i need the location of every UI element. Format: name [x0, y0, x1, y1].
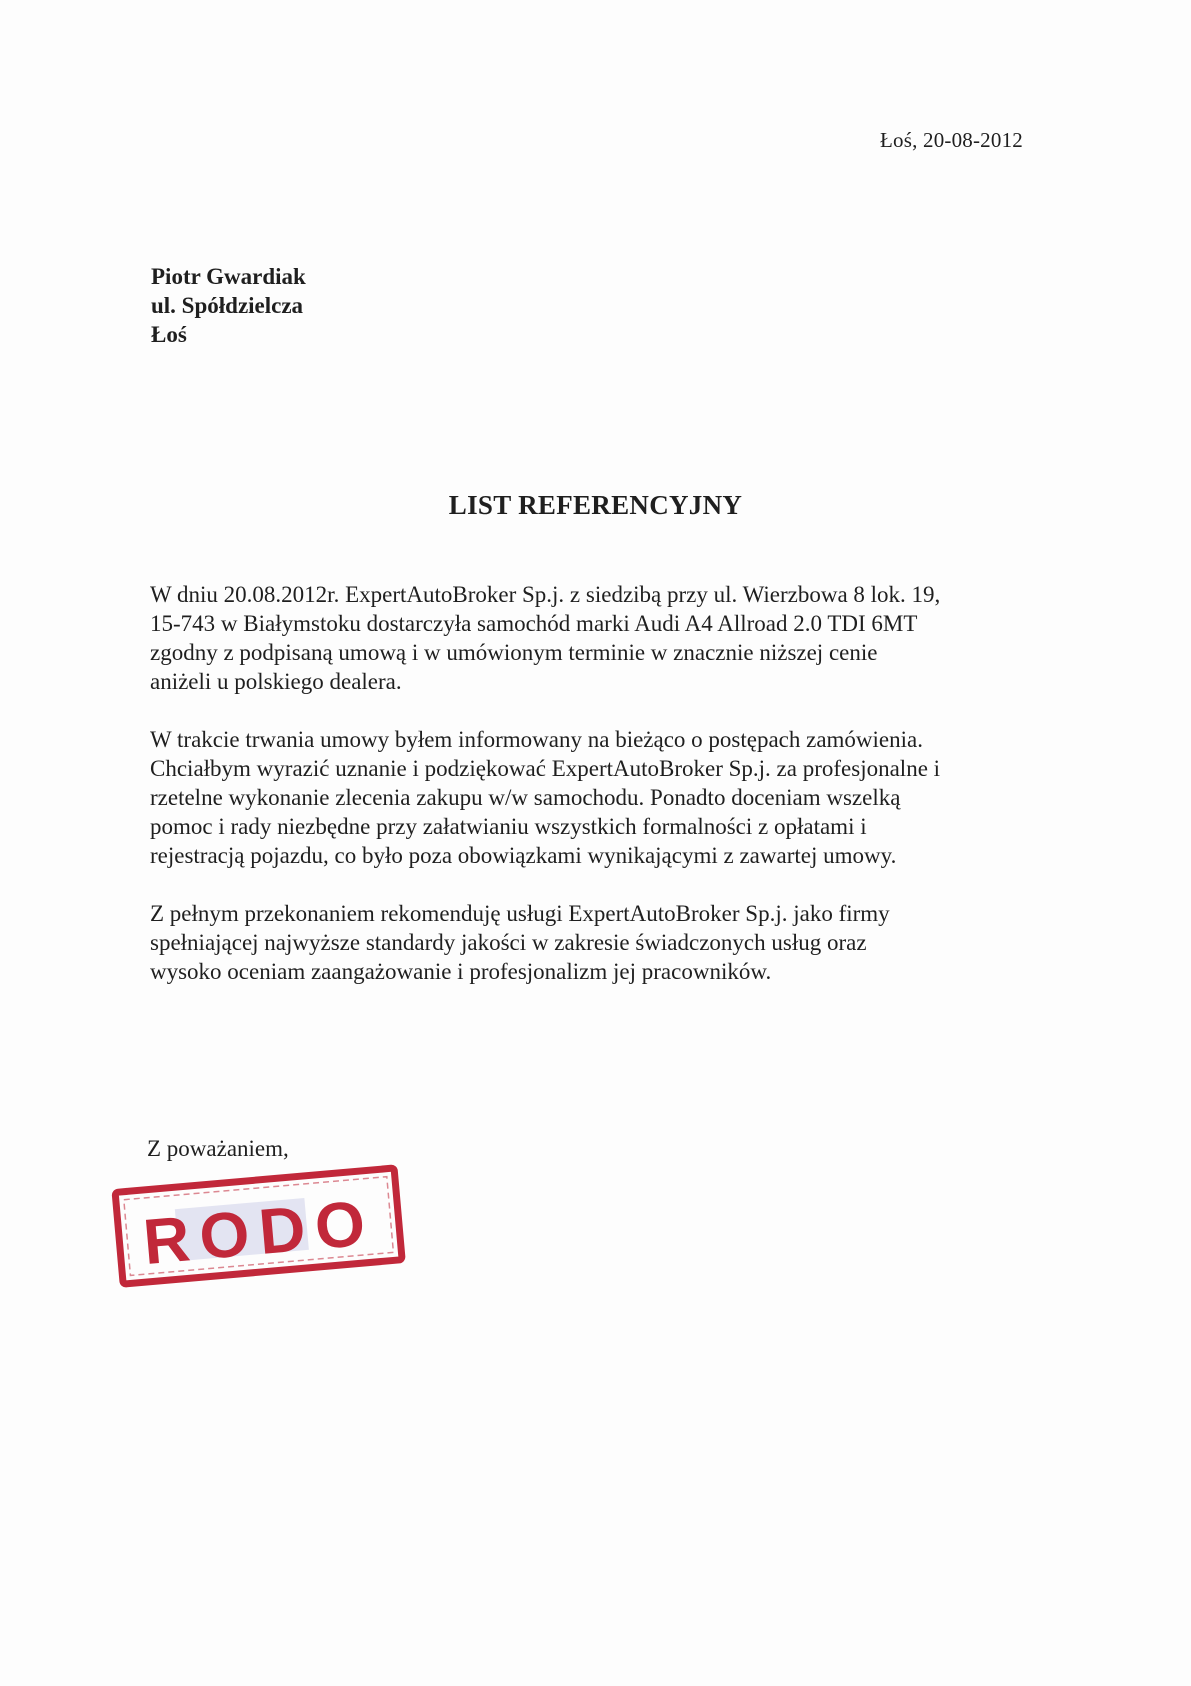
paragraph-delivery — [150, 580, 1030, 696]
paragraph-line: W trakcie trwania umowy byłem informowany na bieżąco o postępach zamówienia. — [150, 727, 923, 752]
paragraph-line: spełniającej najwyższe standardy jakości w zakresie świadczonych usług oraz — [150, 930, 867, 955]
paragraph-line: zgodny z podpisaną umową i w umówionym terminie w znacznie niższej cenie — [150, 640, 878, 665]
recipient-address — [151, 262, 306, 349]
paragraph-line: rzetelne wykonanie zlecenia zakupu w/w samochodu. Ponadto doceniam wszelką — [150, 785, 901, 810]
paragraph-line: wysoko oceniam zaangażowanie i profesjonalizm jej pracowników. — [150, 959, 772, 984]
paragraph-recommendation — [150, 899, 1030, 986]
paragraph-thanks — [150, 725, 1030, 870]
paragraph-line: W dniu 20.08.2012r. ExpertAutoBroker Sp.j. z siedzibą przy ul. Wierzbowa 8 lok. 19, — [150, 582, 941, 607]
paragraph-line: aniżeli u polskiego dealera. — [150, 669, 402, 694]
recipient-street: ul. Spółdzielcza — [151, 293, 304, 318]
paragraph-line: rejestracją pojazdu, co było poza obowiązkami wynikającymi z zawartej umowy. — [150, 843, 897, 868]
paragraph-line: pomoc i rady niezbędne przy załatwianiu wszystkich formalności z opłatami i — [150, 814, 867, 839]
rodo-stamp — [104, 1144, 414, 1294]
letter-date: Łoś, 20-08-2012 — [880, 128, 1023, 152]
paragraph-line: Z pełnym przekonaniem rekomenduję usługi ExpertAutoBroker Sp.j. jako firmy — [150, 901, 890, 926]
closing-phrase: Z poważaniem, — [147, 1136, 289, 1161]
recipient-name: Piotr Gwardiak — [151, 264, 306, 289]
paragraph-line: 15-743 w Białymstoku dostarczyła samochód marki Audi A4 Allroad 2.0 TDI 6MT — [150, 611, 918, 636]
letter-title: LIST REFERENCYJNY — [448, 490, 743, 520]
recipient-city: Łoś — [151, 322, 187, 347]
paragraph-line: Chciałbym wyrazić uznanie i podziękować ExpertAutoBroker Sp.j. za profesjonalne i — [150, 756, 941, 781]
letter-body — [150, 580, 1030, 1015]
stamp-text: RODO — [140, 1186, 378, 1279]
